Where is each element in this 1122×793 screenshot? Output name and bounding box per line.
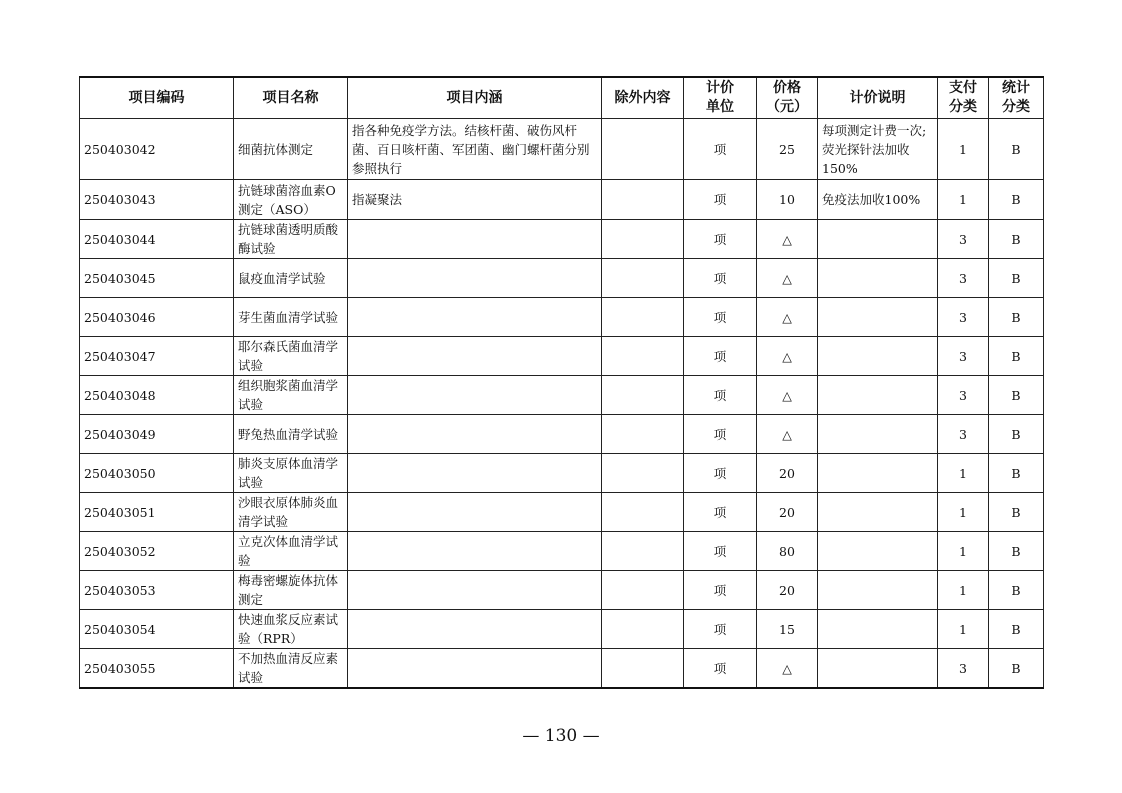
item-code: 250403049 xyxy=(80,415,234,454)
item-note xyxy=(818,376,938,415)
item-exclusion xyxy=(602,180,684,220)
item-name: 沙眼衣原体肺炎血清学试验 xyxy=(234,493,348,532)
item-unit: 项 xyxy=(684,259,757,298)
table-row xyxy=(80,180,1044,220)
item-note xyxy=(818,415,938,454)
table-row xyxy=(80,376,1044,415)
item-code: 250403044 xyxy=(80,220,234,259)
item-pay-class: 3 xyxy=(938,415,989,454)
item-exclusion xyxy=(602,119,684,180)
item-code: 250403043 xyxy=(80,180,234,220)
item-price: 15 xyxy=(757,610,818,649)
table-row xyxy=(80,259,1044,298)
item-stat-class: B xyxy=(989,298,1044,337)
header-content: 项目内涵 xyxy=(348,77,602,119)
item-pay-class: 1 xyxy=(938,454,989,493)
item-note xyxy=(818,610,938,649)
item-pay-class: 3 xyxy=(938,337,989,376)
item-content xyxy=(348,649,602,689)
item-code: 250403054 xyxy=(80,610,234,649)
item-code: 250403050 xyxy=(80,454,234,493)
item-note xyxy=(818,571,938,610)
item-content: 指各种免疫学方法。结核杆菌、破伤风杆菌、百日咳杆菌、军团菌、幽门螺杆菌分别参照执行 xyxy=(348,119,602,180)
item-unit: 项 xyxy=(684,493,757,532)
item-pay-class: 1 xyxy=(938,610,989,649)
table-row xyxy=(80,571,1044,610)
table-header-row xyxy=(80,77,1044,119)
item-content: 指凝聚法 xyxy=(348,180,602,220)
item-pay-class: 3 xyxy=(938,376,989,415)
item-unit: 项 xyxy=(684,376,757,415)
item-unit: 项 xyxy=(684,610,757,649)
item-note: 每项测定计费一次;荧光探针法加收150% xyxy=(818,119,938,180)
item-name: 耶尔森氏菌血清学试验 xyxy=(234,337,348,376)
header-code: 项目编码 xyxy=(80,77,234,119)
item-note xyxy=(818,298,938,337)
item-exclusion xyxy=(602,493,684,532)
item-unit: 项 xyxy=(684,119,757,180)
item-name: 立克次体血清学试验 xyxy=(234,532,348,571)
item-content xyxy=(348,610,602,649)
item-code: 250403051 xyxy=(80,493,234,532)
table-row xyxy=(80,493,1044,532)
item-note xyxy=(818,220,938,259)
item-content xyxy=(348,259,602,298)
item-stat-class: B xyxy=(989,337,1044,376)
item-price: 25 xyxy=(757,119,818,180)
item-unit: 项 xyxy=(684,415,757,454)
item-note xyxy=(818,337,938,376)
header-stat: 统计 分类 xyxy=(989,77,1044,119)
header-unit: 计价 单位 xyxy=(684,77,757,119)
item-content xyxy=(348,493,602,532)
table-row xyxy=(80,454,1044,493)
price-table xyxy=(79,76,1044,689)
item-price: △ xyxy=(757,298,818,337)
item-pay-class: 3 xyxy=(938,649,989,689)
item-unit: 项 xyxy=(684,532,757,571)
item-code: 250403048 xyxy=(80,376,234,415)
item-name: 野兔热血清学试验 xyxy=(234,415,348,454)
item-exclusion xyxy=(602,337,684,376)
item-price: 10 xyxy=(757,180,818,220)
item-stat-class: B xyxy=(989,259,1044,298)
item-unit: 项 xyxy=(684,454,757,493)
item-exclusion xyxy=(602,259,684,298)
table-row xyxy=(80,415,1044,454)
item-exclusion xyxy=(602,454,684,493)
item-unit: 项 xyxy=(684,220,757,259)
item-price: △ xyxy=(757,220,818,259)
item-name: 组织胞浆菌血清学试验 xyxy=(234,376,348,415)
item-code: 250403053 xyxy=(80,571,234,610)
item-price: △ xyxy=(757,415,818,454)
item-stat-class: B xyxy=(989,376,1044,415)
item-name: 抗链球菌溶血素O测定（ASO） xyxy=(234,180,348,220)
item-note xyxy=(818,532,938,571)
item-content xyxy=(348,532,602,571)
item-content xyxy=(348,454,602,493)
item-note xyxy=(818,649,938,689)
item-stat-class: B xyxy=(989,454,1044,493)
header-note: 计价说明 xyxy=(818,77,938,119)
item-price: △ xyxy=(757,337,818,376)
item-pay-class: 1 xyxy=(938,119,989,180)
item-code: 250403055 xyxy=(80,649,234,689)
item-exclusion xyxy=(602,220,684,259)
table-row xyxy=(80,220,1044,259)
item-exclusion xyxy=(602,415,684,454)
item-code: 250403045 xyxy=(80,259,234,298)
item-note: 免疫法加收100% xyxy=(818,180,938,220)
item-exclusion xyxy=(602,649,684,689)
item-pay-class: 3 xyxy=(938,220,989,259)
table-row xyxy=(80,649,1044,689)
item-code: 250403052 xyxy=(80,532,234,571)
item-unit: 项 xyxy=(684,649,757,689)
table-row xyxy=(80,298,1044,337)
item-price: △ xyxy=(757,259,818,298)
item-content xyxy=(348,220,602,259)
item-exclusion xyxy=(602,532,684,571)
item-stat-class: B xyxy=(989,493,1044,532)
item-note xyxy=(818,259,938,298)
item-exclusion xyxy=(602,571,684,610)
item-content xyxy=(348,571,602,610)
item-name: 抗链球菌透明质酸酶试验 xyxy=(234,220,348,259)
item-price: △ xyxy=(757,649,818,689)
item-stat-class: B xyxy=(989,119,1044,180)
item-content xyxy=(348,415,602,454)
item-name: 梅毒密螺旋体抗体测定 xyxy=(234,571,348,610)
item-exclusion xyxy=(602,610,684,649)
item-stat-class: B xyxy=(989,415,1044,454)
item-stat-class: B xyxy=(989,610,1044,649)
item-name: 肺炎支原体血清学试验 xyxy=(234,454,348,493)
item-name: 快速血浆反应素试验（RPR） xyxy=(234,610,348,649)
item-pay-class: 1 xyxy=(938,180,989,220)
item-pay-class: 1 xyxy=(938,532,989,571)
table-row xyxy=(80,532,1044,571)
item-stat-class: B xyxy=(989,649,1044,689)
item-price: 20 xyxy=(757,454,818,493)
item-price: 80 xyxy=(757,532,818,571)
item-name: 不加热血清反应素试验 xyxy=(234,649,348,689)
item-pay-class: 3 xyxy=(938,259,989,298)
item-pay-class: 1 xyxy=(938,571,989,610)
table-row xyxy=(80,610,1044,649)
item-unit: 项 xyxy=(684,571,757,610)
header-name: 项目名称 xyxy=(234,77,348,119)
item-note xyxy=(818,493,938,532)
item-code: 250403042 xyxy=(80,119,234,180)
item-pay-class: 1 xyxy=(938,493,989,532)
item-unit: 项 xyxy=(684,298,757,337)
item-name: 细菌抗体测定 xyxy=(234,119,348,180)
item-stat-class: B xyxy=(989,532,1044,571)
item-unit: 项 xyxy=(684,337,757,376)
item-price: 20 xyxy=(757,571,818,610)
item-content xyxy=(348,337,602,376)
header-price: 价格 （元） xyxy=(757,77,818,119)
item-content xyxy=(348,376,602,415)
item-name: 芽生菌血清学试验 xyxy=(234,298,348,337)
item-name: 鼠疫血清学试验 xyxy=(234,259,348,298)
item-stat-class: B xyxy=(989,220,1044,259)
page-number: — 130 — xyxy=(522,726,600,746)
table-row xyxy=(80,337,1044,376)
item-stat-class: B xyxy=(989,180,1044,220)
item-stat-class: B xyxy=(989,571,1044,610)
item-code: 250403046 xyxy=(80,298,234,337)
item-pay-class: 3 xyxy=(938,298,989,337)
table-row xyxy=(80,119,1044,180)
item-price: △ xyxy=(757,376,818,415)
item-price: 20 xyxy=(757,493,818,532)
item-note xyxy=(818,454,938,493)
header-pay: 支付 分类 xyxy=(938,77,989,119)
table-body xyxy=(80,119,1044,689)
item-exclusion xyxy=(602,376,684,415)
item-unit: 项 xyxy=(684,180,757,220)
item-content xyxy=(348,298,602,337)
item-exclusion xyxy=(602,298,684,337)
header-exclusion: 除外内容 xyxy=(602,77,684,119)
item-code: 250403047 xyxy=(80,337,234,376)
